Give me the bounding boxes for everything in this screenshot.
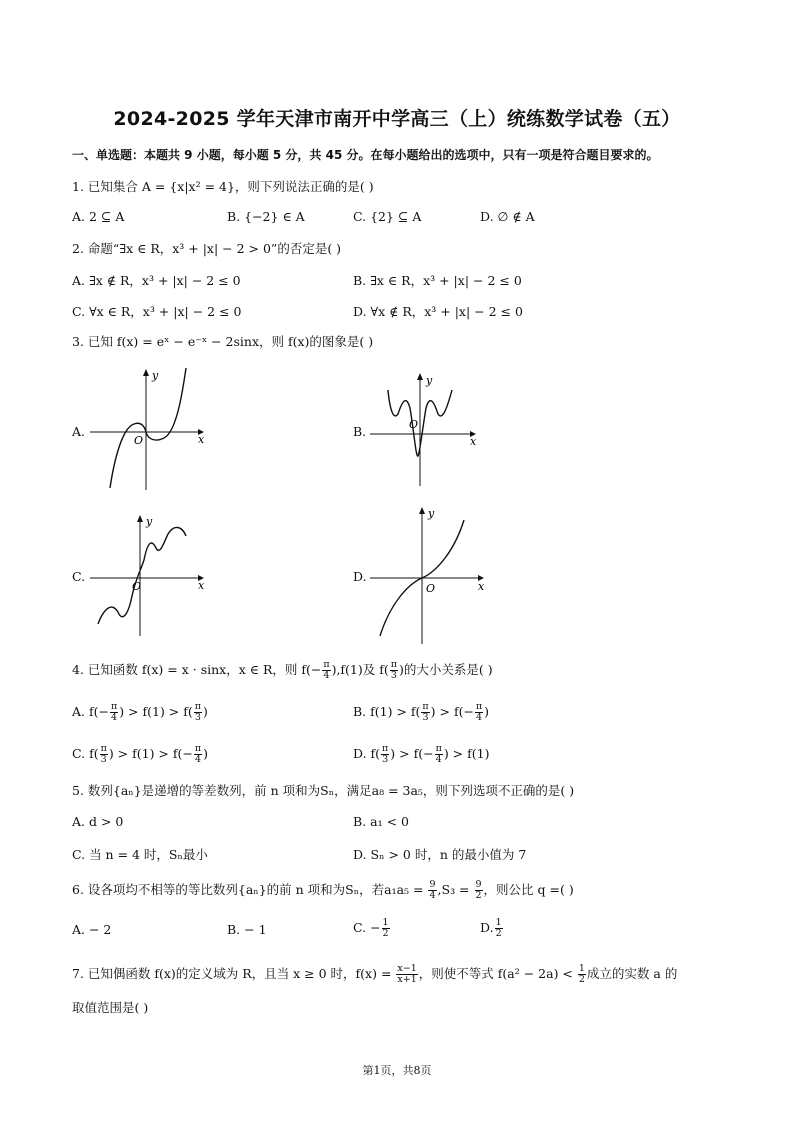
q5-option-a: A. d > 0 — [72, 814, 124, 829]
axis-y-label: y — [426, 374, 433, 387]
page-title: 2024-2025 学年天津市南开中学高三（上）统练数学试卷（五） — [113, 108, 681, 130]
axis-y-label: y — [146, 515, 153, 528]
q3-graph-b — [370, 372, 482, 491]
q5-option-b: B. a₁ < 0 — [353, 814, 409, 829]
q1-option-a: A. 2 ⊆ A — [72, 209, 125, 224]
q2-option-a: A. ∃x ∉ R，x³ + |x| − 2 ≤ 0 — [72, 273, 241, 288]
axis-y-label: y — [428, 507, 435, 520]
q6-option-c: C. − $\frac{1}{2}$ — [353, 917, 389, 939]
q3-option-d-label: D. — [353, 569, 367, 584]
question-7-line2: 取值范围是( ) — [72, 1000, 149, 1015]
q5-option-c: C. 当 n = 4 时，Sₙ最小 — [72, 847, 208, 862]
q4-option-d: D. f( $\frac{\pi}{3}$ ) > f(− $\frac{\pi}{4}$ ) > f(1) — [353, 743, 490, 765]
q3-option-c-label: C. — [72, 569, 86, 584]
section-heading: 一、单选题：本题共 9 小题，每小题 5 分，共 45 分。在每小题给出的选项中，只有一项是符合题目要求的。 — [72, 148, 659, 162]
origin-label: O — [134, 434, 144, 447]
question-6-stem: 6. 设各项均不相等的等比数列{aₙ}的前 n 项和为Sₙ，若a₁a₅ = $\frac{9}{4}$ ,S₃ = $\frac{9}{2}$ ，则公比 q =( ) — [72, 879, 574, 901]
q3-option-a-label: A. — [72, 424, 86, 439]
q1-option-c: C. {2} ⊆ A — [353, 209, 422, 224]
origin-label: O — [409, 418, 419, 431]
q3-graph-d — [370, 504, 490, 648]
question-1-stem: 1. 已知集合 A = {x|x² = 4}，则下列说法正确的是( ) — [72, 179, 374, 194]
origin-label: O — [426, 582, 436, 595]
q4-option-c: C. f( $\frac{\pi}{3}$ ) > f(1) > f(− $\frac{\pi}{4}$ ) — [72, 743, 208, 765]
question-4-stem: 4. 已知函数 f(x) = x · sinx，x ∈ R，则 f(− $\frac{\pi}{4}$ ),f(1)及 f( $\frac{\pi}{3}$ )的大小关系是( ) — [72, 659, 493, 681]
page-footer: 第1页，共8页 — [362, 1064, 432, 1077]
q3-graph-a — [90, 366, 210, 495]
fraction: $\frac{\pi}{4}$ — [323, 659, 330, 681]
axis-y-label: y — [152, 369, 159, 382]
question-5-stem: 5. 数列{aₙ}是递增的等差数列，前 n 项和为Sₙ，满足a₈ = 3a₅，则下列选项不正确的是( ) — [72, 783, 575, 798]
axis-x-label: x — [470, 435, 477, 448]
question-7-stem: 7. 已知偶函数 f(x)的定义域为 R，且当 x ≥ 0 时，f(x) = $\frac{x-1}{x+1}$ ，则使不等式 f(a² − 2a) < $\frac{1}{2}$ 成立的实数 a 的 — [72, 963, 678, 985]
q4-option-a: A. f(− $\frac{\pi}{4}$ ) > f(1) > f( $\frac{\pi}{3}$ ) — [72, 701, 208, 723]
q2-option-b: B. ∃x ∈ R，x³ + |x| − 2 ≤ 0 — [353, 273, 522, 288]
axis-x-label: x — [478, 580, 485, 593]
origin-label: O — [132, 580, 142, 593]
fraction: $\frac{\pi}{3}$ — [390, 659, 397, 681]
q5-option-d: D. Sₙ > 0 时，n 的最小值为 7 — [353, 847, 527, 862]
question-3-stem: 3. 已知 f(x) = eˣ − e⁻ˣ − 2sinx，则 f(x)的图象是( ) — [72, 334, 374, 349]
q6-option-d: D. $\frac{1}{2}$ — [480, 917, 502, 939]
axis-x-label: x — [198, 579, 205, 592]
question-2-stem: 2. 命题“∃x ∈ R，x³ + |x| − 2 > 0”的否定是( ) — [72, 241, 342, 256]
q1-option-d: D. ∅ ∉ A — [480, 209, 535, 224]
q6-option-a: A. − 2 — [72, 922, 112, 937]
q4-option-b: B. f(1) > f( $\frac{\pi}{3}$ ) > f(− $\frac{\pi}{4}$ ) — [353, 701, 490, 723]
q6-option-b: B. − 1 — [227, 922, 267, 937]
axis-x-label: x — [198, 433, 205, 446]
q3-graph-c — [90, 512, 210, 641]
q2-option-c: C. ∀x ∈ R，x³ + |x| − 2 ≤ 0 — [72, 304, 242, 319]
q2-option-d: D. ∀x ∉ R，x³ + |x| − 2 ≤ 0 — [353, 304, 523, 319]
q3-option-b-label: B. — [353, 424, 367, 439]
q1-option-b: B. {−2} ∈ A — [227, 209, 305, 224]
